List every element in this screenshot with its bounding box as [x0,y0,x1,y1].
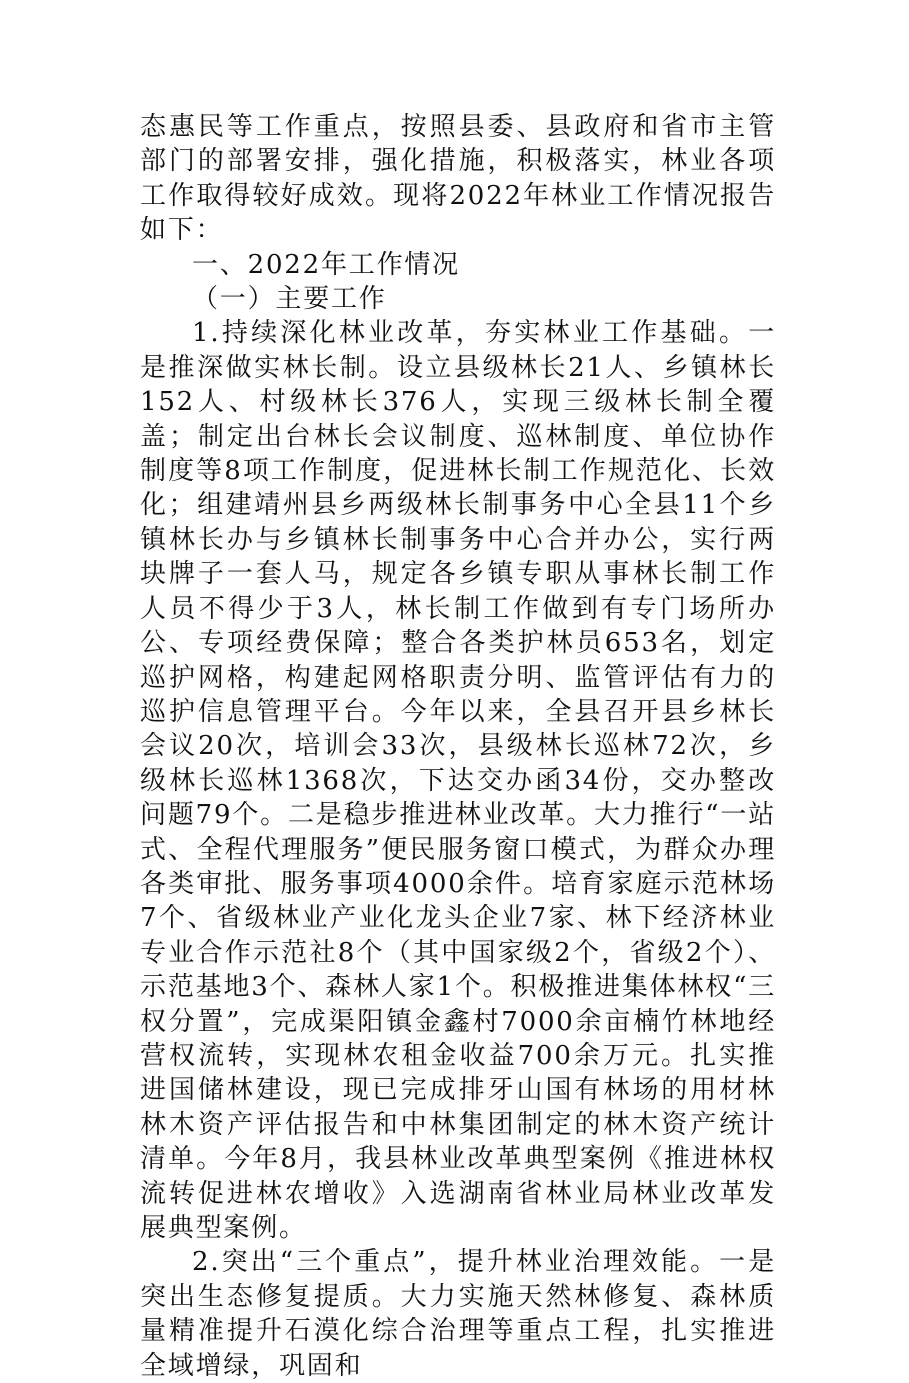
paragraph-three-priorities: 2.突出“三个重点”，提升林业治理效能。一是突出生态修复提质。大力实施天然林修复、森林质量精准提升石漠化综合治理等重点工程，扎实推进全域增绿，巩固和 [140,1247,776,1381]
paragraph-forestry-reform: 1.持续深化林业改革，夯实林业工作基础。一是推深做实林长制。设立县级林长21人、乡镇林长152人、村级林长376人，实现三级林长制全覆盖；制定出台林长会议制度、巡林制度、单位协作制度等8项工作制度，促进林长制工作规范化、长效化；组建靖州县乡两级林长制事务中心全县11个乡镇林长办与乡镇林长制事务中心合并办公，实行两块牌子一套人马，规定各乡镇专职从事林长制工作人员不得少于3人，林长制工作做到有专门场所办公、专项经费保障；整合各类护林员653名，划定巡护网格，构建起网格职责分明、监管评估有力的巡护信息管理平台。今年以来，全县召开县乡林长会议20次，培训会33次，县级林长巡林72次，乡级林长巡林1368次，下达交办函34份，交办整改问题79个。二是稳步推进林业改革。大力推行“一站式、全程代理服务”便民服务窗口模式，为群众办理各类审批、服务事项4000余件。培育家庭示范林场7个、省级林业产业化龙头企业7家、林下经济林业专业合作示范社8个（其中国家级2个，省级2个）、示范基地3个、森林人家1个。积极推进集体林权“三权分置”，完成渠阳镇金鑫村7000余亩楠竹林地经营权流转，实现林农租金收益700余万元。扎实推进国储林建设，现已完成排牙山国有林场的用材林林木资产评估报告和中林集团制定的林木资产统计清单。今年8月，我县林业改革典型案例《推进林权流转促进林农增收》入选湖南省林业局林业改革发展典型案例。 [140,318,776,1243]
document-body [140,110,776,1383]
section-heading: 一、2022年工作情况 [192,249,460,280]
subsection-heading: （一）主要工作 [192,284,387,315]
paragraph-intro-continuation: 态惠民等工作重点，按照县委、县政府和省市主管部门的部署安排，强化措施，积极落实，林业各项工作取得较好成效。现将2022年林业工作情况报告如下： [140,112,776,246]
